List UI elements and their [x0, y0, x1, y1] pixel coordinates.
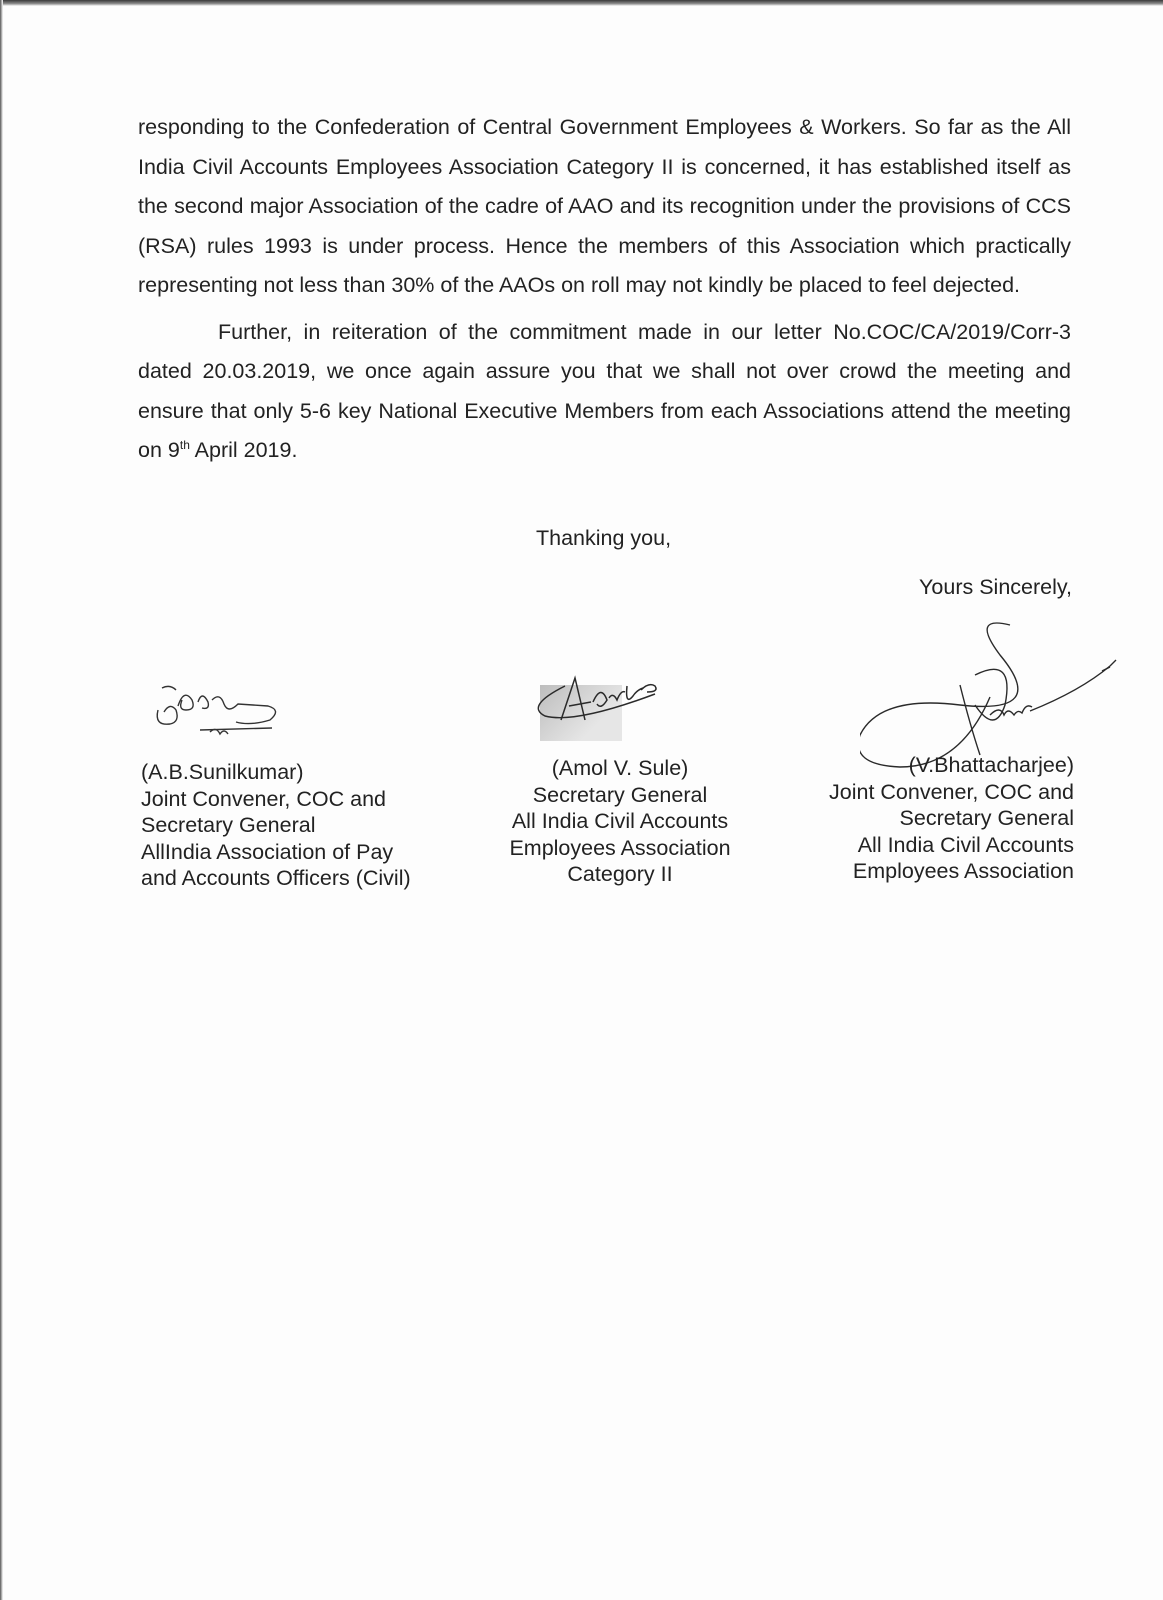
ordinal-suffix: th — [179, 437, 190, 452]
paragraph-2-end: April 2019. — [189, 438, 298, 462]
signatory-name: (V.Bhattacharjee) — [908, 753, 1074, 777]
signatory-org: AllIndia Association of Pay — [141, 839, 394, 864]
signatory-1 — [141, 759, 411, 892]
signatory-title: Joint Convener, COC and — [141, 786, 386, 811]
letter-body — [138, 108, 1071, 471]
signature-sunilkumar — [150, 680, 300, 750]
signatory-org: Employees Association — [852, 859, 1074, 883]
scan-top-edge — [0, 0, 1163, 6]
paragraph-2 — [138, 313, 1071, 471]
signatory-org: Category II — [567, 862, 673, 886]
signatory-org: and Accounts Officers (Civil) — [141, 866, 411, 890]
signatory-name: (Amol V. Sule) — [551, 756, 689, 780]
signatory-3 — [829, 752, 1074, 885]
paragraph-1: responding to the Confederation of Central Government Employees & Workers. So far as the All India Civil Accounts Employees Association Category II is concerned, it has established itself as the second major Association of the cadre of AAO and its recognition under the provisions of CCS (RSA) rules 1993 is under process. Hence the members of this Association which practically representing not less than 30% of the AAOs on roll may not kindly be placed to feel dejected. — [138, 115, 1071, 297]
signatory-title: Secretary General — [899, 806, 1074, 830]
signatory-org: All India Civil Accounts — [511, 809, 729, 833]
signatory-title: Joint Convener, COC and — [829, 779, 1074, 804]
scan-left-edge — [0, 0, 3, 1600]
valediction: Yours Sincerely, — [919, 575, 1072, 599]
signatory-2 — [480, 755, 760, 888]
paragraph-2-text: Further, in reiteration of the commitment made in our letter No.COC/CA/2019/Corr-3 dated 20.03.2019, we once again assure you that we shall not over crowd the meeting and ensure that only 5-6 key National Executive Members from each Associations attend the meeting on 9 — [138, 319, 1071, 462]
signatory-name: (A.B.Sunilkumar) — [141, 760, 304, 784]
signature-sule — [535, 668, 675, 738]
signatory-org: All India Civil Accounts — [857, 832, 1074, 857]
signatory-title: Secretary General — [532, 782, 708, 807]
signatory-title: Secretary General — [141, 813, 316, 837]
closing-line: Thanking you, — [536, 526, 672, 550]
signatory-org: Employees Association — [509, 835, 731, 860]
